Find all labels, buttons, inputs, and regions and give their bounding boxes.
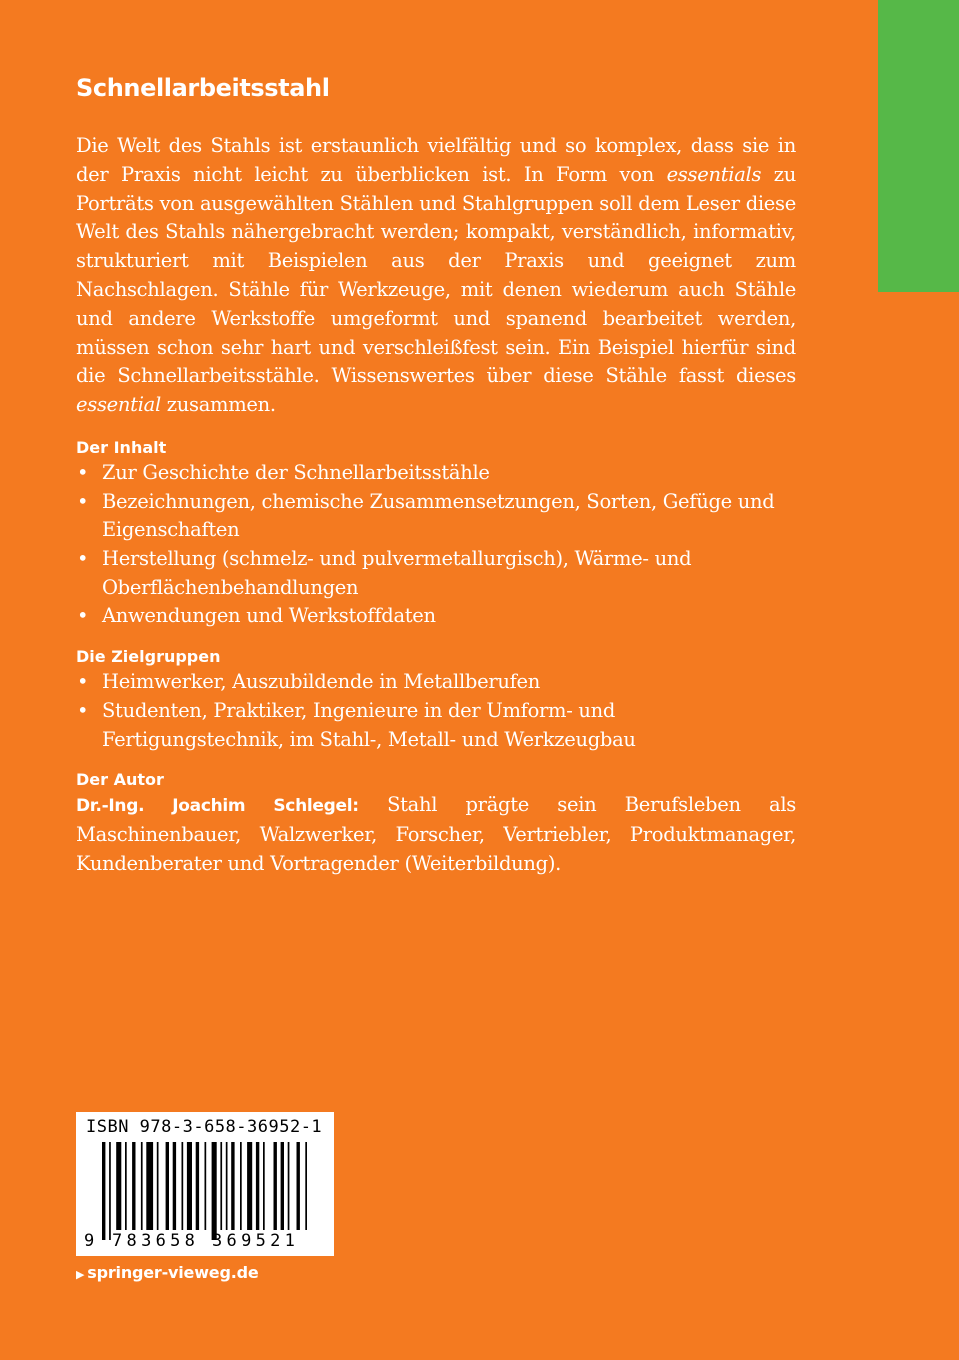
author-name: Dr.-Ing. Joachim Schlegel: bbox=[76, 796, 359, 817]
barcode-right-digits: 369521 bbox=[212, 1231, 300, 1251]
isbn-label: ISBN 978-3-658-36952-1 bbox=[86, 1117, 323, 1137]
author-heading: Der Autor bbox=[76, 770, 164, 790]
list-item: • Heimwerker, Auszubildende in Metallberufen bbox=[76, 668, 796, 697]
barcode-bar bbox=[173, 1142, 176, 1230]
barcode-bar bbox=[240, 1142, 242, 1230]
barcode-bar bbox=[220, 1142, 222, 1230]
barcode-bar bbox=[231, 1142, 234, 1230]
barcode-bar bbox=[297, 1142, 300, 1230]
author-paragraph bbox=[76, 791, 796, 878]
list-item: • Anwendungen und Werkstoffdaten bbox=[76, 602, 796, 631]
list-item: • Studenten, Praktiker, Ingenieure in der Umform- und Fertigungstechnik, im Stahl-, Metall- und Werkzeugbau bbox=[76, 697, 796, 754]
audience-heading: Die Zielgruppen bbox=[76, 647, 221, 667]
barcode-bar bbox=[288, 1142, 290, 1230]
green-accent-tab bbox=[878, 0, 959, 292]
book-title: Schnellarbeitsstahl bbox=[76, 74, 330, 102]
barcode-bar bbox=[141, 1142, 143, 1230]
barcode-bar bbox=[226, 1142, 228, 1230]
list-item: • Bezeichnungen, chemische Zusammensetzungen, Sorten, Gefüge und Eigenschaften bbox=[76, 488, 796, 545]
website-link[interactable]: ▶ springer-vieweg.de bbox=[76, 1263, 259, 1282]
barcode-bar bbox=[305, 1142, 307, 1230]
barcode-bar bbox=[102, 1142, 105, 1240]
list-item: • Herstellung (schmelz- und pulvermetallurgisch), Wärme- und Oberflächenbehandlungen bbox=[76, 545, 796, 602]
author-bio: Stahl prägte sein Berufsleben als Maschinenbauer, Walzwerker, Forscher, Vertriebler, Produktmanager, Kundenberater und Vortragender (Weiterbildung). bbox=[76, 793, 796, 875]
barcode-bar bbox=[256, 1142, 259, 1230]
barcode-bar bbox=[205, 1142, 207, 1230]
contents-heading: Der Inhalt bbox=[76, 437, 167, 457]
barcode-bar bbox=[146, 1142, 153, 1230]
audience-list bbox=[76, 668, 796, 754]
barcode-bar bbox=[132, 1142, 135, 1230]
contents-list bbox=[76, 459, 796, 631]
barcode-bar bbox=[247, 1142, 252, 1230]
barcode-bar bbox=[166, 1142, 169, 1230]
barcode-bar bbox=[274, 1142, 277, 1230]
barcode-bar bbox=[196, 1142, 199, 1230]
triangle-right-icon: ▶ bbox=[76, 1268, 85, 1281]
barcode-first-digit: 9 bbox=[84, 1231, 95, 1251]
barcode-bar bbox=[212, 1142, 217, 1240]
barcode-bar bbox=[187, 1142, 192, 1230]
barcode-bar bbox=[281, 1142, 284, 1230]
isbn-barcode bbox=[76, 1112, 334, 1256]
barcode-bar bbox=[125, 1142, 127, 1230]
back-cover-content bbox=[76, 74, 796, 879]
barcode-bar bbox=[182, 1142, 184, 1230]
barcode-bar bbox=[109, 1142, 111, 1240]
list-item: • Zur Geschichte der Schnellarbeitsstähle bbox=[76, 459, 796, 488]
barcode-bar bbox=[157, 1142, 159, 1230]
intro-paragraph: Die Welt des Stahls ist erstaunlich vielfältig und so komplex, dass sie in der Praxis nicht leicht zu überblicken ist. In Form von essentials zu Porträts von ausgewählten Stählen und Stahlgruppen soll dem Leser diese Welt des Stahls nähergebracht werden; kompakt, verständlich, informativ, strukturiert mit Beispielen aus der Praxis und geeignet zum Nachschlagen. Stähle für Werkzeuge, mit denen wiederum auch Stähle und andere Werkstoffe umgeformt und spanend bearbeitet werden, müssen schon sehr hart und verschleißfest sein. Ein Beispiel hierfür sind die Schnellarbeitsstähle. Wissenswertes über diese Stähle fasst dieses essential zusammen. bbox=[76, 134, 796, 417]
barcode-bar bbox=[116, 1142, 121, 1230]
barcode-left-digits: 783658 bbox=[112, 1231, 200, 1251]
barcode-bar bbox=[263, 1142, 265, 1230]
